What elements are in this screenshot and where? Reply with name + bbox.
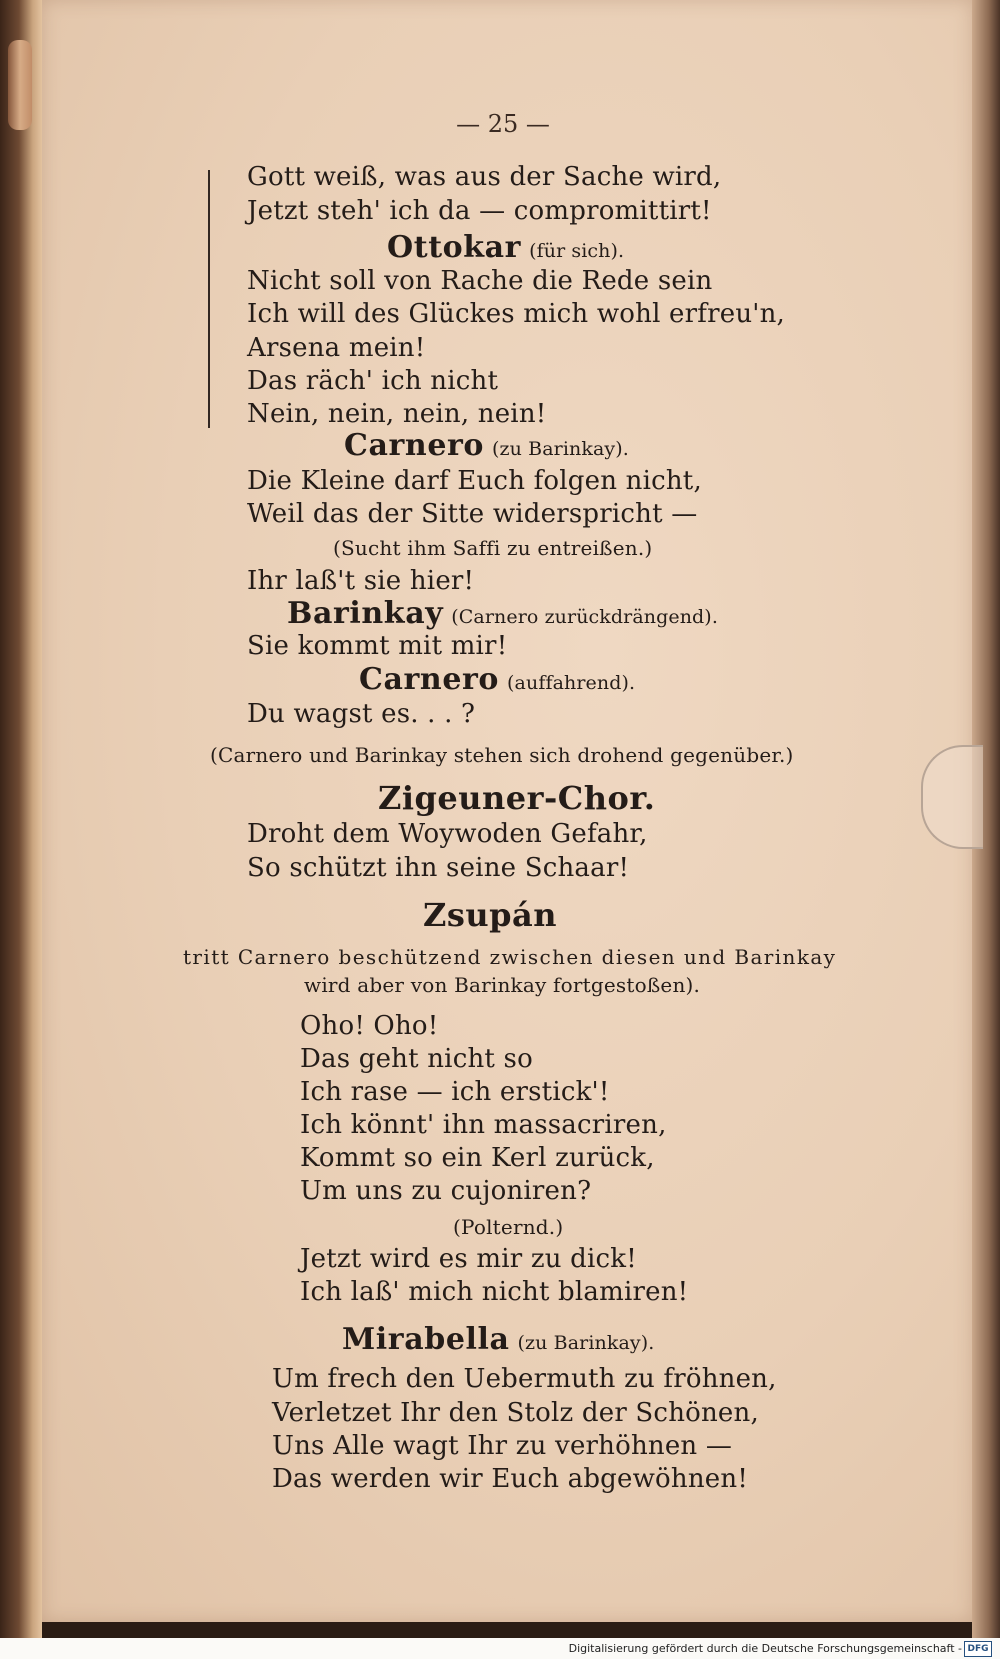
dfg-logo: DFG: [964, 1641, 992, 1657]
page-tab-marker: [921, 745, 983, 849]
verse-line-4: Ich will des Glückes mich wohl erfreu'n,: [247, 299, 786, 329]
verse-bracket: [208, 170, 216, 428]
speaker-name: Carnero: [344, 428, 485, 463]
stage-direction: (auffahrend).: [507, 672, 636, 694]
speaker-ottokar: [387, 230, 625, 265]
verse-line-24: Verletzet Ihr den Stolz der Schönen,: [272, 1398, 759, 1428]
verse-line-11: Sie kommt mit mir!: [247, 631, 508, 661]
verse-line-19: Kommt so ein Kerl zurück,: [300, 1143, 655, 1173]
verse-line-3: Nicht soll von Rache die Rede sein: [247, 266, 713, 296]
stage-direction: (zu Barinkay).: [492, 438, 629, 460]
verse-line-6: Das räch' ich nicht: [247, 366, 499, 396]
chorus-heading: Zigeuner-Chor.: [378, 779, 656, 817]
verse-line-12: Du wagst es. . . ?: [247, 699, 476, 729]
verse-line-23: Um frech den Uebermuth zu fröhnen,: [272, 1364, 777, 1394]
verse-line-16: Das geht nicht so: [300, 1044, 533, 1074]
stage-direction: (zu Barinkay).: [517, 1332, 655, 1354]
verse-line-14: So schützt ihn seine Schaar!: [247, 853, 630, 883]
verse-line-8: Die Kleine darf Euch folgen nicht,: [247, 466, 702, 496]
stage-direction-2: (Carnero und Barinkay stehen sich drohend gegenüber.): [210, 743, 794, 767]
stage-direction-4: (Polternd.): [453, 1215, 564, 1239]
verse-line-13: Droht dem Woywoden Gefahr,: [247, 819, 648, 849]
verse-line-18: Ich könnt' ihn massacriren,: [300, 1110, 667, 1140]
verse-line-9: Weil das der Sitte widerspricht —: [247, 499, 698, 529]
speaker-name: Carnero: [359, 662, 500, 697]
verse-line-5: Arsena mein!: [247, 333, 426, 363]
speaker-barinkay: [287, 596, 718, 631]
verse-line-25: Uns Alle wagt Ihr zu verhöhnen —: [272, 1431, 733, 1461]
verse-line-10: Ihr laß't sie hier!: [247, 566, 475, 596]
speaker-mirabella: [342, 1322, 655, 1357]
digitization-credit: Digitalisierung gefördert durch die Deutsche Forschungsgemeinschaft -: [568, 1642, 962, 1655]
stage-direction-1: (Sucht ihm Saffi zu entreißen.): [333, 536, 653, 560]
speaker-carnero-1: [344, 428, 629, 463]
speaker-name: Barinkay: [287, 596, 444, 631]
stage-direction-3b: wird aber von Barinkay fortgestoßen).: [304, 973, 701, 997]
speaker-zsupan: Zsupán: [423, 896, 558, 934]
verse-line-15: Oho! Oho!: [300, 1011, 439, 1041]
verse-line-21: Jetzt wird es mir zu dick!: [300, 1244, 637, 1274]
book-spine: [0, 0, 42, 1659]
page-number: — 25 —: [456, 110, 550, 138]
verse-line-26: Das werden wir Euch abgewöhnen!: [272, 1464, 748, 1494]
stage-direction: (Carnero zurückdrängend).: [451, 606, 718, 628]
stage-direction: (für sich).: [529, 240, 625, 262]
verse-line-20: Um uns zu cujoniren?: [300, 1176, 592, 1206]
speaker-name: Ottokar: [387, 230, 522, 265]
verse-line-17: Ich rase — ich erstick'!: [300, 1077, 610, 1107]
verse-line-1: Gott weiß, was aus der Sache wird,: [247, 162, 722, 192]
verse-line-2: Jetzt steh' ich da — compromittirt!: [247, 196, 712, 226]
verse-line-22: Ich laß' mich nicht blamiren!: [300, 1277, 689, 1307]
stage-direction-3a: tritt Carnero beschützend zwischen diesen und Barinkay: [183, 945, 837, 969]
speaker-carnero-2: [359, 662, 636, 697]
page-fore-edge: [8, 40, 32, 130]
speaker-name: Mirabella: [342, 1322, 510, 1357]
verse-line-7: Nein, nein, nein, nein!: [247, 399, 547, 429]
